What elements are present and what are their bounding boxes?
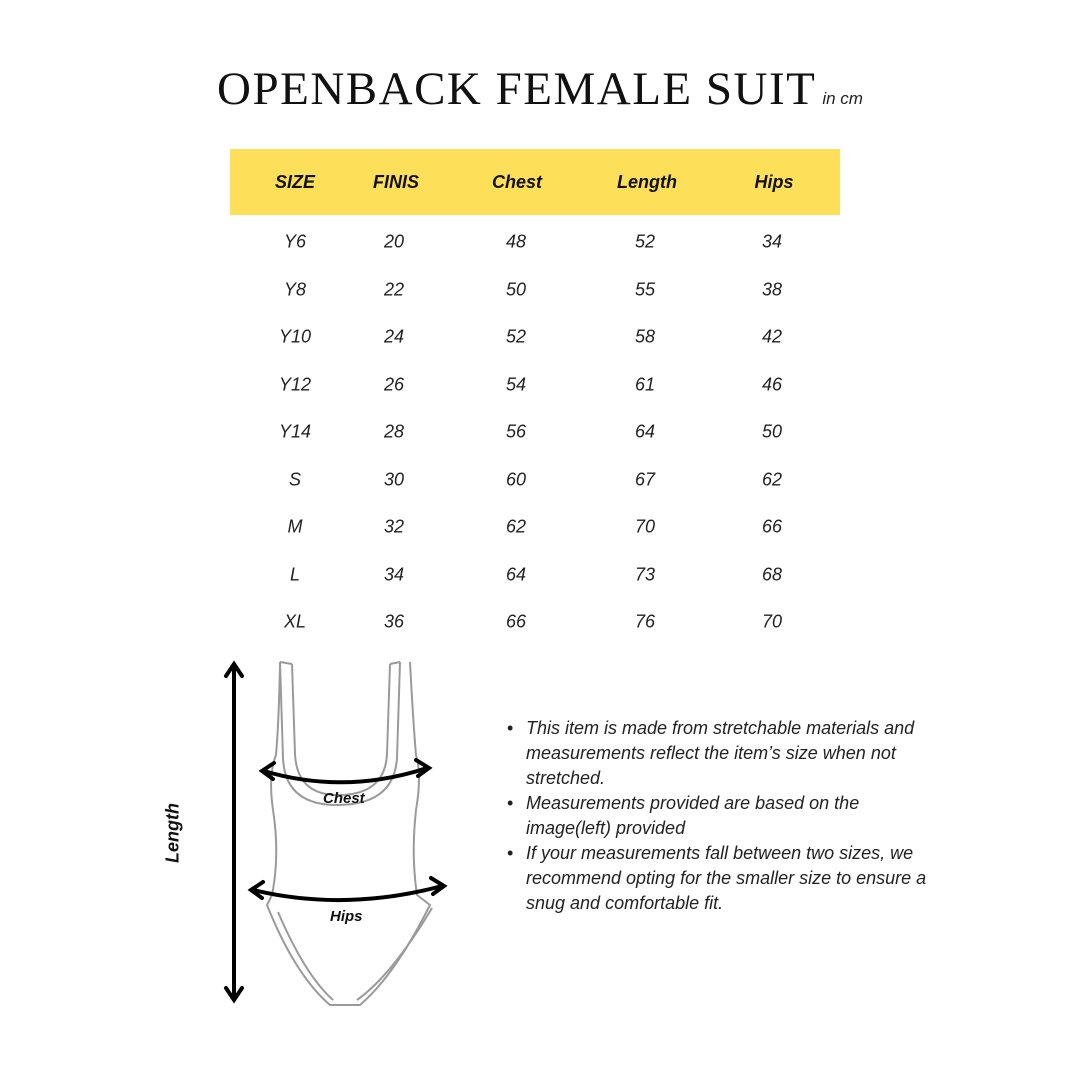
- cell-chest: 64: [505, 564, 527, 584]
- title-row: [0, 62, 1080, 116]
- cell-length: 67: [634, 469, 656, 489]
- swimsuit-outline-icon: [267, 662, 432, 1005]
- cell-chest: 50: [505, 279, 527, 299]
- bullet-icon: •: [507, 793, 514, 813]
- header-finis: FINIS: [372, 172, 420, 192]
- note-text: Measurements provided are based on the image(left) provided: [526, 793, 860, 838]
- cell-finis: 32: [383, 516, 405, 537]
- cell-finis: 28: [383, 421, 405, 442]
- cell-hips: 42: [761, 326, 783, 347]
- bullet-icon: •: [507, 718, 514, 738]
- cell-size: Y6: [283, 231, 307, 252]
- notes-list: [505, 716, 945, 916]
- header-size: SIZE: [274, 172, 316, 192]
- cell-size: Y8: [283, 279, 307, 299]
- note-item: [505, 841, 945, 916]
- cell-chest: 62: [505, 516, 527, 537]
- cell-hips: 62: [761, 469, 783, 489]
- cell-size: Y14: [278, 421, 312, 442]
- cell-finis: 26: [383, 374, 405, 394]
- cell-hips: 34: [761, 231, 783, 252]
- page-title: OPENBACK FEMALE SUIT: [217, 63, 817, 115]
- cell-size: L: [289, 564, 301, 584]
- cell-finis: 20: [383, 231, 405, 252]
- cell-chest: 54: [505, 374, 527, 394]
- note-text: If your measurements fall between two sizes, we recommend opting for the smaller size to ensure a snug and comfortable fit.: [526, 843, 927, 913]
- cell-chest: 48: [505, 231, 527, 252]
- cell-finis: 36: [383, 611, 405, 632]
- cell-hips: 66: [761, 516, 783, 537]
- cell-hips: 68: [761, 564, 783, 584]
- cell-chest: 66: [505, 611, 527, 632]
- cell-chest: 52: [505, 326, 527, 347]
- cell-length: 76: [634, 611, 656, 632]
- cell-length: 55: [634, 279, 656, 299]
- cell-hips: 38: [761, 279, 783, 299]
- cell-hips: 46: [761, 374, 783, 394]
- cell-hips: 50: [761, 421, 783, 442]
- header-hips: Hips: [754, 172, 794, 192]
- cell-length: 61: [634, 374, 656, 394]
- cell-finis: 34: [383, 564, 405, 584]
- cell-size: S: [288, 469, 302, 489]
- cell-chest: 60: [505, 469, 527, 489]
- cell-length: 52: [634, 231, 656, 252]
- cell-size: XL: [283, 611, 307, 632]
- header-chest: Chest: [491, 172, 543, 192]
- cell-length: 73: [634, 564, 656, 584]
- header-length: Length: [617, 172, 677, 192]
- cell-size: Y10: [278, 326, 312, 347]
- length-arrow-icon: [226, 664, 242, 1000]
- cell-finis: 30: [383, 469, 405, 489]
- bullet-icon: •: [507, 843, 514, 863]
- table-header: [230, 149, 840, 215]
- length-label: Length: [162, 803, 183, 863]
- cell-size: Y12: [278, 374, 312, 394]
- cell-finis: 24: [383, 326, 405, 347]
- note-item: [505, 791, 945, 841]
- chest-label: Chest: [323, 790, 365, 807]
- cell-hips: 70: [761, 611, 783, 632]
- cell-finis: 22: [383, 279, 405, 299]
- cell-length: 70: [634, 516, 656, 537]
- swimsuit-diagram: [180, 650, 480, 1020]
- cell-chest: 56: [505, 421, 527, 442]
- cell-size: M: [287, 516, 303, 537]
- unit-label: in cm: [822, 89, 863, 108]
- note-item: [505, 716, 945, 791]
- cell-length: 58: [634, 326, 656, 347]
- cell-length: 64: [634, 421, 656, 442]
- note-text: This item is made from stretchable materials and measurements reflect the item’s size when not stretched.: [526, 718, 915, 788]
- hips-label: Hips: [330, 908, 363, 925]
